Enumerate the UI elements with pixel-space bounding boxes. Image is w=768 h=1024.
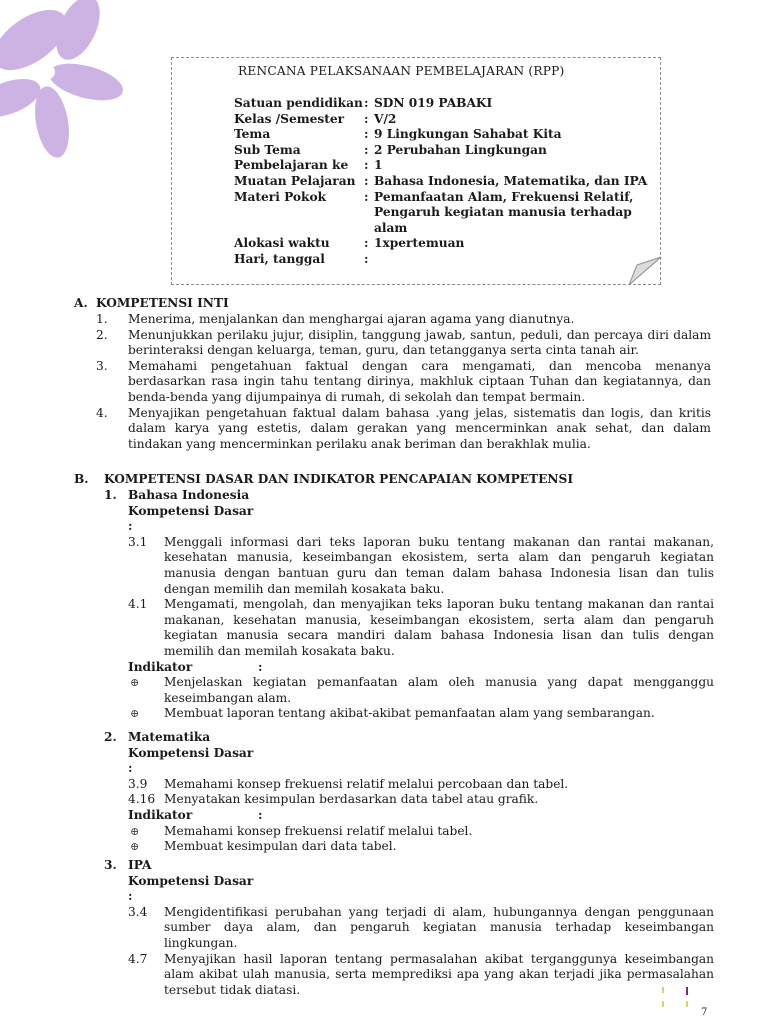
meta-row: Alokasi waktu : 1xpertemuan [234, 236, 465, 251]
list-item: 4.16 Menyatakan kesimpulan berdasarkan data tabel atau grafik. [128, 792, 539, 807]
section-a-title: A. KOMPETENSI INTI [74, 296, 229, 310]
kompetensi-inti-list [96, 312, 711, 452]
circle-cross-icon: ⊕ [130, 840, 140, 854]
page-number: 7 [701, 1007, 708, 1018]
list-item: 3.4 Mengidentifikasi perubahan yang terjadi di alam, hubungannya dengan penggunaan sumber daya alam, dan pengaruh kegiatan manusia terhadap keseimbangan lingkungan. [128, 904, 714, 950]
list-item: ⊕ Memahami konsep frekuensi relatif melalui tabel. [130, 823, 473, 838]
header-meta [234, 96, 664, 268]
list-item: 3.9 Memahami konsep frekuensi relatif melalui percobaan dan tabel. [128, 776, 569, 791]
meta-row: Hari, tanggal : [234, 251, 369, 266]
rpp-title: RENCANA PELAKSANAAN PEMBELAJARAN (RPP) [238, 64, 565, 78]
meta-row: Pembelajaran ke : 1 [234, 158, 383, 173]
list-item: 3. Memahami pengetahuan faktual dengan cara mengamati, dan mencoba menanya berdasarkan rasa ingin tahu tentang dirinya, makhluk ciptaan Tuhan dan kegiatannya, dan benda-benda yang dijumpainya di rumah, di sekolah dan tempat bermain. [96, 358, 711, 404]
list-item: 4.1 Mengamati, mengolah, dan menyajikan teks laporan buku tentang makanan dan rantai makanan, kesehatan manusia, keseimbangan ekosistem, serta alam dan pengaruh kegiatan manusia secara mandiri dalam bahasa Indonesia lisan dan tulis dengan memilih dan memilah kosakata baku. [128, 597, 714, 658]
subject-matematika: 2. Matematika Kompetensi Dasar : 3.9 Memahami konsep frekuensi relatif melalui percobaan dan tabel. 4.16 Menyatakan kesimpulan berdasarkan data tabel atau grafik. Indikator : ⊕ Memahami konsep frekuensi relatif melalui tabel. ⊕ Membuat kesimpulan dari data tabel. [104, 730, 714, 855]
list-item: ⊕ Membuat kesimpulan dari data tabel. [130, 839, 397, 854]
subject-bahasa-indonesia: 1. Bahasa Indonesia Kompetensi Dasar : 3.1 Menggali informasi dari teks laporan buku tentang makanan dan rantai makanan, kesehatan manusia, keseimbangan ekosistem, serta alam dan pengaruh kegiatan manusia dengan bantuan guru dan teman dalam bahasa Indonesia lisan dan tulis dengan memilih dan memilah kosakata baku. 4.1 Mengamati, mengolah, dan menyajikan teks laporan buku tentang makanan dan rantai makanan, kesehatan manusia, keseimbangan ekosistem, serta alam dan pengaruh kegiatan manusia secara mandiri dalam bahasa Indonesia lisan dan tulis dengan memilih dan memilah kosakata baku. Indikator : ⊕ Menjelaskan kegiatan pemanfaatan alam oleh manusia yang dapat mengganggu keseimbangan alam. ⊕ Membuat laporan tentang akibat-akibat pemanfaatan alam yang sembarangan. [104, 488, 714, 721]
list-item: 3.1 Menggali informasi dari teks laporan buku tentang makanan dan rantai makanan, kesehatan manusia, keseimbangan ekosistem, serta alam dan pengaruh kegiatan manusia dengan bantuan guru dan teman dalam bahasa Indonesia lisan dan tulis dengan memilih dan memilah kosakata baku. [128, 534, 714, 596]
list-item: ⊕ Menjelaskan kegiatan pemanfaatan alam oleh manusia yang dapat mengganggu keseimbangan alam. [130, 675, 714, 705]
flower-icon [0, 0, 140, 200]
list-item: 4.7 Menyajikan hasil laporan tentang permasalahan akibat terganggunya keseimbangan alam akibat ulah manusia, serta memprediksi apa yang akan terjadi jika permasalahan tersebut tidak diatasi. [128, 951, 714, 997]
list-item: ⊕ Membuat laporan tentang akibat-akibat pemanfaatan alam yang sembarangan. [130, 706, 655, 721]
circle-cross-icon: ⊕ [130, 824, 140, 838]
circle-cross-icon: ⊕ [130, 707, 140, 721]
list-item: 1. Menerima, menjalankan dan menghargai ajaran agama yang dianutnya. [96, 312, 575, 326]
section-b-title: B. KOMPETENSI DASAR DAN INDIKATOR PENCAPAIAN KOMPETENSI [74, 472, 574, 486]
list-item: 4. Menyajikan pengetahuan faktual dalam bahasa .yang jelas, sistematis dan logis, dan kritis dalam karya yang estetis, dalam gerakan yang mencerminkan anak sehat, dan dalam tindakan yang mencerminkan perilaku anak beriman dan berakhlak mulia. [96, 405, 711, 451]
circle-cross-icon: ⊕ [130, 676, 140, 690]
meta-row: Tema : 9 Lingkungan Sahabat Kita [234, 127, 562, 142]
meta-row: Kelas /Semester : V/2 [234, 111, 397, 126]
meta-row: Sub Tema : 2 Perubahan Lingkungan [234, 142, 547, 157]
list-item: 2. Menunjukkan perilaku jujur, disiplin, tanggung jawab, santun, peduli, dan percaya diri dalam berinteraksi dengan keluarga, teman, guru, dan tetangganya serta cinta tanah air. [96, 327, 711, 358]
meta-row: Pengaruh kegiatan manusia terhadap alam [374, 205, 632, 235]
meta-row: Satuan pendidikan : SDN 019 PABAKI [234, 96, 493, 110]
subject-ipa: 3. IPA Kompetensi Dasar : 3.4 Mengidentifikasi perubahan yang terjadi di alam, hubungannya dengan penggunaan sumber daya alam, dan pengaruh kegiatan manusia terhadap keseimbangan lingkungan. 4.7 Menyajikan hasil laporan tentang permasalahan akibat terganggunya keseimbangan alam akibat ulah manusia, serta memprediksi apa yang akan terjadi jika permasalahan tersebut tidak diatasi. [104, 858, 714, 997]
meta-row: Materi Pokok : Pemanfaatan Alam, Frekuensi Relatif, [234, 189, 634, 204]
meta-row: Muatan Pelajaran : Bahasa Indonesia, Matematika, dan IPA [234, 173, 648, 188]
